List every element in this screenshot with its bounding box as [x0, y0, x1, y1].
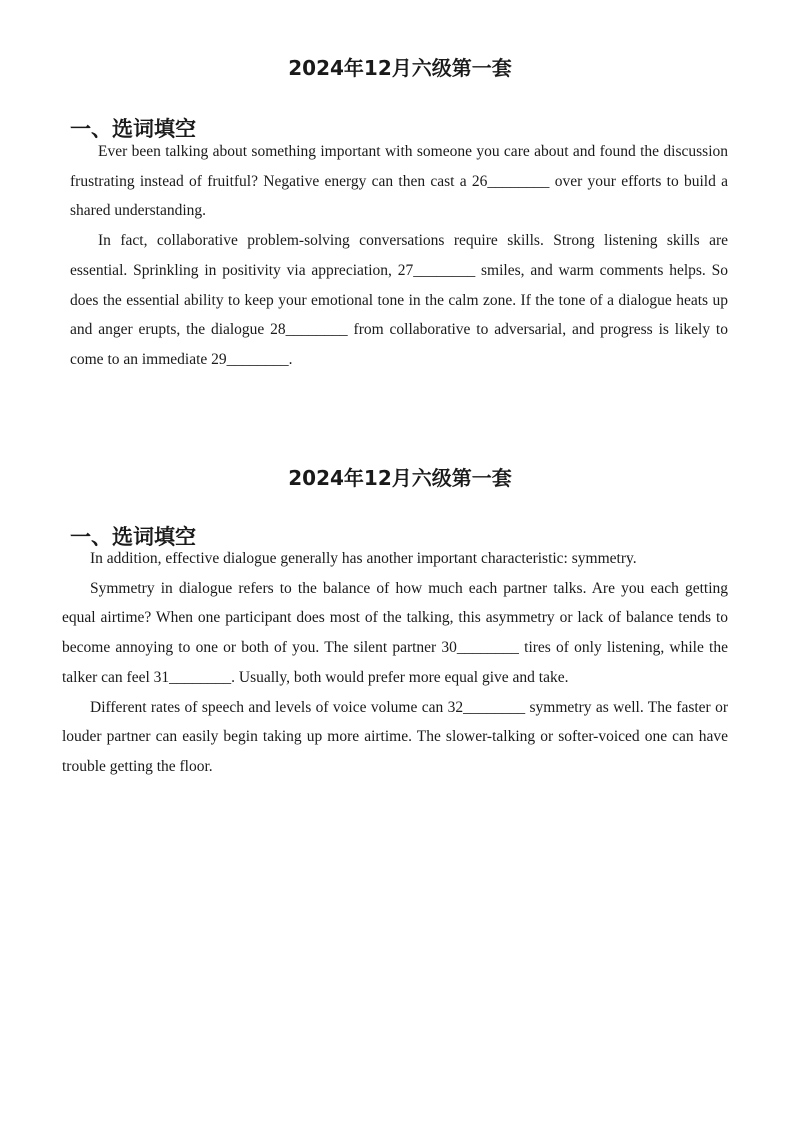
page-title: 2024年12月六级第一套: [288, 56, 512, 80]
section-heading: 一、选词填空: [70, 525, 196, 549]
paragraph: In fact, collaborative problem-solving conversations require skills. Strong listening skills are essential. Sprinkling in positivity via appreciation, 27________ smiles, and warm comments helps. So does the essential ability to keep your emotional tone in the calm zone. If the tone of a dialogue heats up and anger erupts, the dialogue 28________ from collaborative to adversarial, and progress is likely to come to an immediate 29________.: [70, 232, 728, 368]
section-heading: 一、选词填空: [70, 117, 196, 141]
paragraph: Different rates of speech and levels of voice volume can 32________ symmetry as well. The faster or louder partner can easily begin taking up more airtime. The slower-talking or softer-voiced one can have trouble getting the floor.: [62, 698, 728, 775]
page-title: 2024年12月六级第一套: [288, 466, 512, 490]
section-2: [0, 462, 800, 782]
paragraph: Symmetry in dialogue refers to the balance of how much each partner talks. Are you each getting equal airtime? When one participant does most of the talking, this asymmetry or lack of balance tends to become annoying to one or both of you. The silent partner 30________ tires of only listening, while the talker can feel 31________. Usually, both would prefer more equal give and take.: [62, 579, 728, 686]
section-1: [0, 52, 800, 375]
paragraph: In addition, effective dialogue generally has another important characteristic: symmetry.: [90, 550, 637, 567]
paragraph: Ever been talking about something important with someone you care about and found the discussion frustrating instead of fruitful? Negative energy can then cast a 26________ over your efforts to build a shared understanding.: [70, 143, 728, 220]
